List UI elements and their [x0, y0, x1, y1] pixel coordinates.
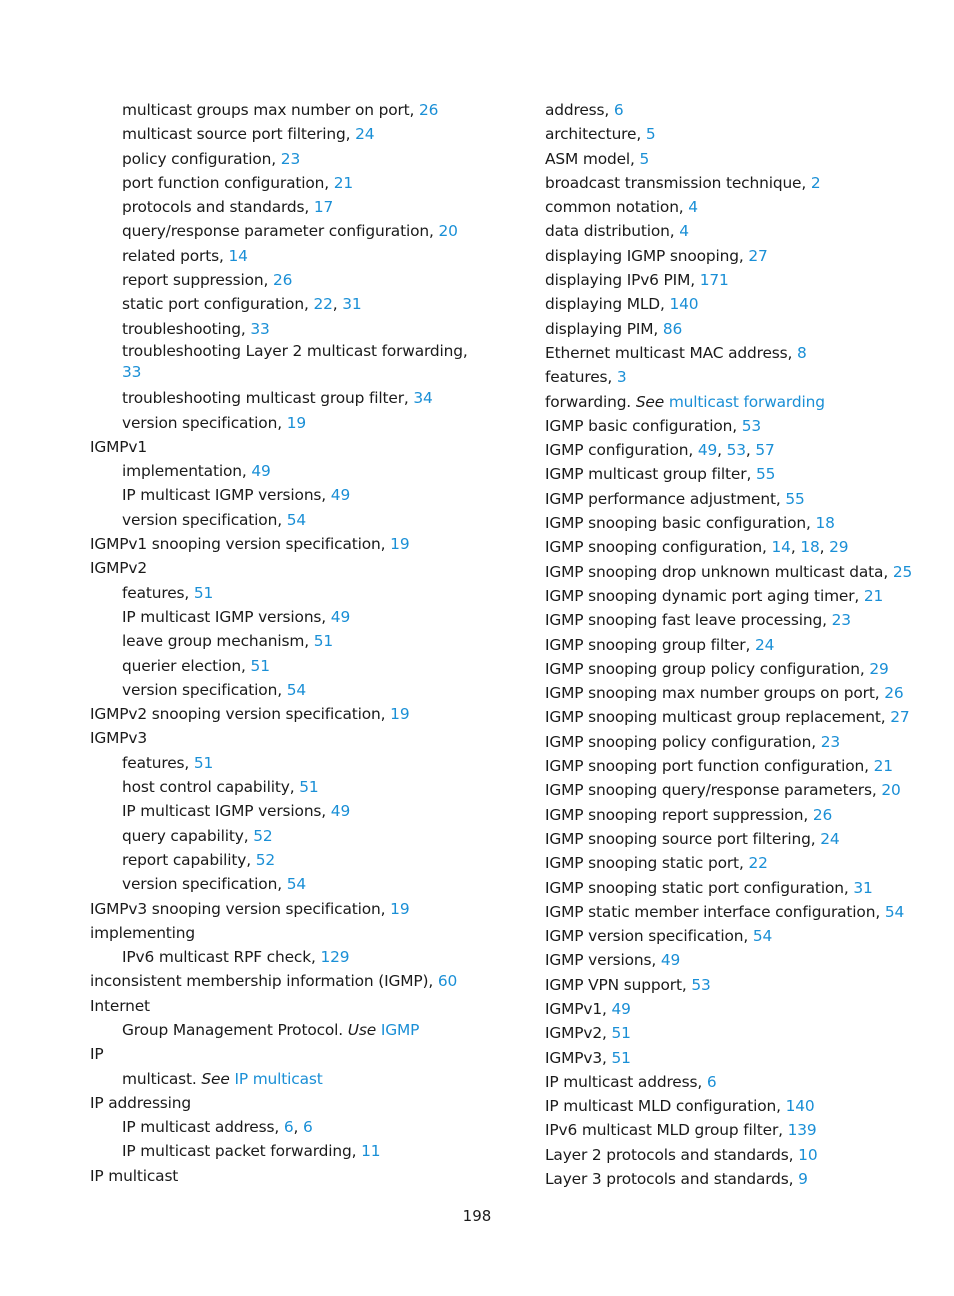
index-term: IGMPv2 snooping version specification — [90, 705, 381, 724]
index-term: version specification — [122, 680, 278, 699]
page-reference-link[interactable]: 49 — [330, 607, 351, 626]
index-term: IP addressing — [90, 1093, 192, 1112]
page-reference-link[interactable]: 18 — [800, 538, 820, 557]
index-term: IGMP snooping basic configuration — [545, 514, 806, 533]
index-term: IGMP snooping static port — [545, 854, 739, 873]
index-term: IGMP snooping fast leave processing — [545, 611, 823, 630]
page-reference-link[interactable]: 26 — [884, 684, 904, 703]
index-subentry: multicast source port filtering, 24 — [122, 125, 375, 144]
page-reference-link[interactable]: 49 — [660, 951, 681, 970]
index-subentry: IGMP snooping port function configuration, 21 — [545, 757, 893, 776]
index-subentry: displaying IPv6 PIM, 171 — [545, 271, 729, 290]
page-reference-link[interactable]: 49 — [697, 441, 718, 460]
page-reference-link[interactable]: 51 — [193, 583, 214, 602]
index-subentry: policy configuration, 23 — [122, 149, 301, 168]
index-term: troubleshooting — [122, 319, 241, 338]
index-subentry: IGMP snooping group filter, 24 — [545, 635, 775, 654]
page-reference-link[interactable]: 23 — [280, 149, 301, 168]
index-subentry: IGMPv1, 49 — [545, 999, 631, 1018]
index-term: IGMPv2 — [90, 559, 148, 578]
index-term: displaying MLD — [545, 295, 660, 314]
page-reference-link[interactable]: 54 — [286, 680, 306, 699]
page-reference-link[interactable]: 51 — [299, 778, 319, 797]
page-reference-link[interactable]: 10 — [798, 1145, 818, 1164]
index-term: IGMP version specification — [545, 927, 744, 946]
index-term: multicast. — [122, 1069, 197, 1088]
index-term: IGMP snooping group policy configuration — [545, 659, 860, 678]
index-subentry: IGMP snooping drop unknown multicast data, 25 — [545, 562, 913, 581]
index-subentry: IPv6 multicast MLD group filter, 139 — [545, 1121, 817, 1140]
index-term: leave group mechanism — [122, 632, 305, 651]
index-term: IGMPv3 — [90, 729, 148, 748]
index-term: IPv6 multicast RPF check — [122, 948, 311, 967]
index-subentry: IPv6 multicast RPF check, 129 — [122, 948, 350, 967]
page-reference-link[interactable]: 5 — [645, 125, 656, 144]
index-subentry: IGMP snooping report suppression, 26 — [545, 805, 833, 824]
index-term: IGMP snooping source port filtering — [545, 829, 811, 848]
index-subentry — [90, 1067, 470, 1091]
index-term: multicast source port filtering — [122, 125, 346, 144]
index-subentry: ASM model, 5 — [545, 149, 650, 168]
index-subentry: multicast groups max number on port, 26 — [122, 101, 439, 119]
index-term: features — [122, 583, 185, 602]
index-term: IGMP snooping port function configuration — [545, 757, 865, 776]
page-reference-link[interactable]: 19 — [286, 413, 306, 432]
index-subentry: IGMPv3, 51 — [545, 1048, 631, 1067]
page-reference-link[interactable]: 20 — [881, 781, 901, 800]
page-reference-link[interactable]: 53 — [741, 416, 762, 435]
page-reference-link[interactable]: 53 — [726, 441, 746, 460]
index-term: broadcast transmission technique — [545, 173, 802, 192]
page-reference-link[interactable]: 31 — [342, 295, 362, 314]
index-subentry: version specification, 54 — [122, 510, 306, 529]
page-reference-link[interactable]: 26 — [419, 101, 439, 119]
page-reference-link[interactable]: 51 — [193, 753, 214, 772]
index-term: Layer 3 protocols and standards — [545, 1170, 789, 1189]
index-subentry: common notation, 4 — [545, 198, 698, 217]
index-term: version specification — [122, 875, 278, 894]
page-reference-link[interactable]: 24 — [754, 635, 775, 654]
page-reference-link[interactable]: 4 — [679, 222, 689, 241]
page-reference-link[interactable]: 21 — [873, 757, 893, 776]
page-reference-link[interactable]: 21 — [863, 586, 884, 605]
index-heading — [90, 435, 470, 459]
index-subentry: host control capability, 51 — [122, 778, 319, 797]
index-subentry: IGMP version specification, 54 — [545, 927, 773, 946]
index-subentry: querier election, 51 — [122, 656, 270, 675]
page-reference-link[interactable]: 6 — [706, 1072, 717, 1091]
index-column-left — [90, 98, 470, 1188]
index-term: IGMP snooping policy configuration — [545, 732, 812, 751]
index-subentry: IGMP snooping static port configuration, 31 — [545, 878, 873, 897]
index-term: IP multicast address — [122, 1118, 275, 1137]
index-term: implementing — [90, 923, 196, 942]
index-term: IGMPv3 — [545, 1048, 603, 1067]
page-reference-link[interactable]: 171 — [699, 271, 729, 290]
page-reference-link[interactable]: 6 — [303, 1118, 313, 1137]
page-reference-link[interactable]: 22 — [748, 854, 768, 873]
index-subentry: related ports, 14 — [122, 246, 248, 265]
index-term: architecture — [545, 125, 637, 144]
index-subentry — [90, 1018, 470, 1042]
page-reference-link[interactable]: 54 — [884, 902, 905, 921]
index-subentry: version specification, 19 — [122, 413, 306, 432]
index-term: IGMP snooping multicast group replacement — [545, 708, 881, 727]
index-heading — [90, 556, 470, 580]
page-reference-link[interactable]: 19 — [390, 705, 410, 724]
index-column-right — [513, 98, 933, 1191]
page-reference-link[interactable]: 86 — [662, 319, 683, 338]
page-reference-link[interactable]: 55 — [755, 465, 776, 484]
index-subentry: IGMP VPN support, 53 — [545, 975, 711, 994]
index-term: IGMP VPN support — [545, 975, 682, 994]
index-subentry: IGMP multicast group filter, 55 — [545, 465, 776, 484]
page-reference-link[interactable]: 140 — [785, 1097, 815, 1116]
index-term: IP multicast address — [545, 1072, 698, 1091]
page-reference-link[interactable]: 17 — [313, 198, 334, 217]
page-reference-link[interactable]: 140 — [669, 295, 699, 314]
index-subentry: IP multicast IGMP versions, 49 — [122, 802, 351, 821]
page-reference-link[interactable]: 5 — [639, 149, 650, 168]
index-subentry: port function configuration, 21 — [122, 173, 354, 192]
index-term: Group Management Protocol. — [122, 1020, 344, 1039]
index-heading: IGMPv2 snooping version specification, 19 — [90, 705, 410, 724]
index-term: IP multicast MLD configuration — [545, 1097, 777, 1116]
page-reference-link[interactable]: 54 — [286, 875, 306, 894]
index-term: IGMP snooping dynamic port aging timer — [545, 586, 855, 605]
index-term: Ethernet multicast MAC address — [545, 343, 788, 362]
index-term: static port configuration — [122, 295, 304, 314]
index-term: data distribution — [545, 222, 670, 241]
index-term: query capability — [122, 826, 244, 845]
page-reference-link[interactable]: 4 — [688, 198, 698, 217]
page-reference-link[interactable]: 51 — [250, 656, 270, 675]
page-reference-link[interactable]: 25 — [892, 562, 913, 581]
index-term: multicast groups max number on port — [122, 101, 410, 119]
page-reference-link[interactable]: 19 — [390, 535, 410, 554]
index-subentry: IGMP snooping basic configuration, 18 — [545, 514, 835, 533]
index-subentry: displaying IGMP snooping, 27 — [545, 246, 768, 265]
index-subentry: IGMP static member interface configuration, 54 — [545, 902, 905, 921]
index-term: ASM model — [545, 149, 631, 168]
index-subentry: Layer 3 protocols and standards, 9 — [545, 1170, 808, 1189]
index-subentry: IGMP snooping dynamic port aging timer, 21 — [545, 586, 884, 605]
page-reference-link[interactable]: 29 — [829, 538, 849, 557]
index-subentry: query capability, 52 — [122, 826, 273, 845]
index-term: IP multicast IGMP versions — [122, 802, 322, 821]
page-reference-link[interactable]: 49 — [251, 462, 271, 481]
cross-reference-word: Use — [347, 1020, 377, 1039]
page-reference-link[interactable]: 53 — [691, 975, 711, 994]
page-reference-link[interactable]: 52 — [253, 826, 273, 845]
page-reference-link[interactable]: 57 — [755, 441, 775, 460]
index-term: IP multicast — [90, 1166, 179, 1185]
page-reference-link[interactable]: 49 — [330, 802, 351, 821]
index-subentry: IP multicast IGMP versions, 49 — [122, 486, 351, 505]
page-reference-link[interactable]: 49 — [330, 486, 351, 505]
page-reference-link[interactable]: 14 — [228, 246, 248, 265]
page-reference-link[interactable]: 18 — [815, 514, 835, 533]
page-reference-link[interactable]: 31 — [853, 878, 873, 897]
index-heading — [90, 1091, 470, 1115]
index-heading — [90, 921, 470, 945]
index-heading: IGMPv1 snooping version specification, 19 — [90, 535, 410, 554]
index-term: port function configuration — [122, 173, 325, 192]
page-reference-link[interactable]: 60 — [437, 972, 458, 991]
index-term: host control capability — [122, 778, 290, 797]
page-reference-link[interactable]: 26 — [272, 271, 293, 290]
index-subentry: Layer 2 protocols and standards, 10 — [545, 1145, 818, 1164]
index-heading — [90, 1042, 470, 1066]
page-reference-link[interactable]: 19 — [390, 899, 410, 918]
page-reference-link[interactable]: 33 — [250, 319, 270, 338]
index-subentry: features, 51 — [122, 753, 214, 772]
index-subentry: IP multicast address, 6, 6 — [122, 1118, 313, 1137]
index-subentry: IGMP configuration, 49, 53, 57 — [545, 441, 775, 460]
index-term: querier election — [122, 656, 242, 675]
page-reference-link[interactable]: 33 — [122, 362, 142, 381]
index-term: IGMPv1 snooping version specification — [90, 535, 381, 554]
index-subentry: IP multicast IGMP versions, 49 — [122, 607, 351, 626]
index-subentry: data distribution, 4 — [545, 222, 689, 241]
index-term: report capability — [122, 850, 247, 869]
index-subentry: static port configuration, 22, 31 — [122, 295, 362, 314]
page-reference-link[interactable]: 139 — [787, 1121, 817, 1140]
index-term: address — [545, 101, 605, 119]
index-term: IGMP snooping group filter — [545, 635, 746, 654]
page-reference-link[interactable]: 27 — [890, 708, 910, 727]
index-term: IGMPv3 snooping version specification — [90, 899, 381, 918]
index-term: report suppression — [122, 271, 264, 290]
index-subentry: broadcast transmission technique, 2 — [545, 173, 821, 192]
index-subentry: report suppression, 26 — [122, 271, 293, 290]
index-term: Internet — [90, 996, 150, 1015]
page-reference-link[interactable]: 54 — [286, 510, 306, 529]
page-reference-link[interactable]: 23 — [831, 611, 851, 630]
index-heading: inconsistent membership information (IGMP), 60 — [90, 972, 458, 991]
index-term: IGMP multicast group filter — [545, 465, 747, 484]
page-reference-link[interactable]: 6 — [283, 1118, 294, 1137]
index-term: protocols and standards — [122, 198, 305, 217]
index-term: version specification — [122, 510, 278, 529]
index-term: related ports — [122, 246, 219, 265]
index-term: IGMPv1 — [545, 999, 603, 1018]
index-subentry: IGMP snooping max number groups on port, 26 — [545, 684, 904, 703]
index-subentry: leave group mechanism, 51 — [122, 632, 334, 651]
page-reference-link[interactable]: 8 — [797, 343, 807, 362]
index-term: IGMP static member interface configuration — [545, 902, 876, 921]
index-subentry: implementation, 49 — [122, 462, 271, 481]
page-reference-link[interactable]: 20 — [438, 222, 458, 241]
page-reference-link[interactable]: 2 — [810, 173, 821, 192]
page-reference-link[interactable]: 52 — [255, 850, 275, 869]
index-subentry: Ethernet multicast MAC address, 8 — [545, 343, 807, 362]
index-subentry: IGMP snooping query/response parameters, 20 — [545, 781, 901, 800]
index-term: query/response parameter configuration — [122, 222, 429, 241]
index-subentry: version specification, 54 — [122, 680, 306, 699]
page-number: 198 — [462, 1207, 492, 1225]
index-term: troubleshooting multicast group filter — [122, 389, 404, 408]
index-term: version specification — [122, 413, 278, 432]
index-term: common notation — [545, 198, 679, 217]
index-subentry: report capability, 52 — [122, 850, 275, 869]
index-term: IGMP snooping configuration — [545, 538, 763, 557]
page-reference-link[interactable]: 24 — [355, 125, 375, 144]
index-subentry: protocols and standards, 17 — [122, 198, 334, 217]
index-term: troubleshooting Layer 2 multicast forwarding — [122, 341, 463, 360]
cross-reference-link[interactable]: IP multicast — [234, 1069, 323, 1088]
cross-reference-word: See — [635, 392, 665, 411]
index-subentry: query/response parameter configuration, 20 — [122, 222, 458, 241]
index-term: features — [545, 368, 608, 387]
index-term: IGMPv2 — [545, 1024, 603, 1043]
page-reference-link[interactable]: 6 — [613, 101, 624, 119]
page-reference-link[interactable]: 11 — [361, 1142, 381, 1161]
index-term: IGMP versions — [545, 951, 652, 970]
index-subentry: IGMP snooping policy configuration, 23 — [545, 732, 840, 751]
index-term: forwarding. — [545, 392, 632, 411]
page-reference-link[interactable]: 3 — [616, 368, 627, 387]
index-term: displaying IPv6 PIM — [545, 271, 691, 290]
index-subentry: troubleshooting, 33 — [122, 319, 270, 338]
page-reference-link[interactable]: 34 — [413, 389, 433, 408]
index-term: IGMP performance adjustment — [545, 489, 776, 508]
page-reference-link[interactable]: 54 — [752, 927, 773, 946]
index-subentry: IP multicast MLD configuration, 140 — [545, 1097, 815, 1116]
index-subentry: displaying PIM, 86 — [545, 319, 683, 338]
page-reference-link[interactable]: 51 — [313, 632, 334, 651]
index-subentry: IGMP versions, 49 — [545, 951, 681, 970]
index-term: IGMP snooping report suppression — [545, 805, 804, 824]
index-subentry: architecture, 5 — [545, 125, 656, 144]
index-term: IGMP snooping static port configuration — [545, 878, 844, 897]
index-term: IGMP snooping drop unknown multicast data — [545, 562, 884, 581]
index-subentry: version specification, 54 — [122, 875, 306, 894]
index-subentry: address, 6 — [545, 101, 624, 119]
index-subentry: IGMP performance adjustment, 55 — [545, 489, 805, 508]
index-heading — [90, 1164, 470, 1188]
index-subentry: IGMP basic configuration, 53 — [545, 416, 762, 435]
page-reference-link[interactable]: 26 — [812, 805, 833, 824]
index-subentry: IGMP snooping group policy configuration, 29 — [545, 659, 889, 678]
index-term: features — [122, 753, 185, 772]
index-term: IGMP basic configuration — [545, 416, 733, 435]
page-reference-link[interactable]: 29 — [869, 659, 889, 678]
index-subentry: IGMP snooping source port filtering, 24 — [545, 829, 840, 848]
page-reference-link[interactable]: 23 — [820, 732, 840, 751]
page-reference-link[interactable]: 51 — [611, 1024, 631, 1043]
index-term: displaying IGMP snooping — [545, 246, 739, 265]
index-term: IPv6 multicast MLD group filter — [545, 1121, 779, 1140]
page-reference-link[interactable]: 129 — [320, 948, 350, 967]
page-reference-link[interactable]: 27 — [748, 246, 768, 265]
index-heading: IGMPv3 snooping version specification, 19 — [90, 899, 410, 918]
page-reference-link[interactable]: 49 — [611, 999, 631, 1018]
index-term: IP multicast IGMP versions — [122, 607, 322, 626]
index-subentry: IGMP snooping static port, 22 — [545, 854, 768, 873]
page-reference-link[interactable]: 14 — [771, 538, 791, 557]
index-subentry: features, 51 — [122, 583, 214, 602]
index-term: implementation — [122, 462, 242, 481]
index-subentry: features, 3 — [545, 368, 627, 387]
cross-reference-link[interactable]: IGMP — [380, 1020, 420, 1039]
index-term: Layer 2 protocols and standards — [545, 1145, 789, 1164]
cross-reference-word: See — [201, 1069, 230, 1088]
index-term: IP multicast IGMP versions — [122, 486, 322, 505]
index-term: IP multicast packet forwarding — [122, 1142, 352, 1161]
page-reference-link[interactable]: 22 — [313, 295, 333, 314]
page-reference-link[interactable]: 24 — [820, 829, 840, 848]
page-reference-link[interactable]: 9 — [798, 1170, 808, 1189]
index-term: IP — [90, 1045, 104, 1064]
page-reference-link[interactable]: 51 — [611, 1048, 631, 1067]
index-term: IGMP snooping query/response parameters — [545, 781, 872, 800]
index-subentry: IP multicast address, 6 — [545, 1072, 717, 1091]
index-subentry: IGMP snooping multicast group replacement, 27 — [545, 708, 910, 727]
page-reference-link[interactable]: 21 — [333, 173, 354, 192]
cross-reference-link[interactable]: multicast forwarding — [668, 392, 825, 411]
index-term: policy configuration — [122, 149, 272, 168]
index-term: IGMPv1 — [90, 437, 148, 456]
index-subentry — [513, 390, 933, 414]
index-heading — [90, 726, 470, 750]
index-subentry: IGMP snooping fast leave processing, 23 — [545, 611, 851, 630]
index-term: IGMP snooping max number groups on port — [545, 684, 875, 703]
page-reference-link[interactable]: 55 — [785, 489, 805, 508]
index-heading — [90, 994, 470, 1018]
index-subentry: IGMP snooping configuration, 14, 18, 29 — [545, 538, 849, 557]
index-term: displaying PIM — [545, 319, 654, 338]
index-subentry: troubleshooting multicast group filter, 34 — [122, 389, 433, 408]
index-term: inconsistent membership information (IGMP) — [90, 972, 429, 991]
index-subentry: IP multicast packet forwarding, 11 — [122, 1142, 381, 1161]
index-term: IGMP configuration — [545, 441, 689, 460]
index-subentry: displaying MLD, 140 — [545, 295, 699, 314]
index-subentry: IGMPv2, 51 — [545, 1024, 631, 1043]
index-subentry: troubleshooting Layer 2 multicast forwarding, 33 — [122, 341, 468, 381]
